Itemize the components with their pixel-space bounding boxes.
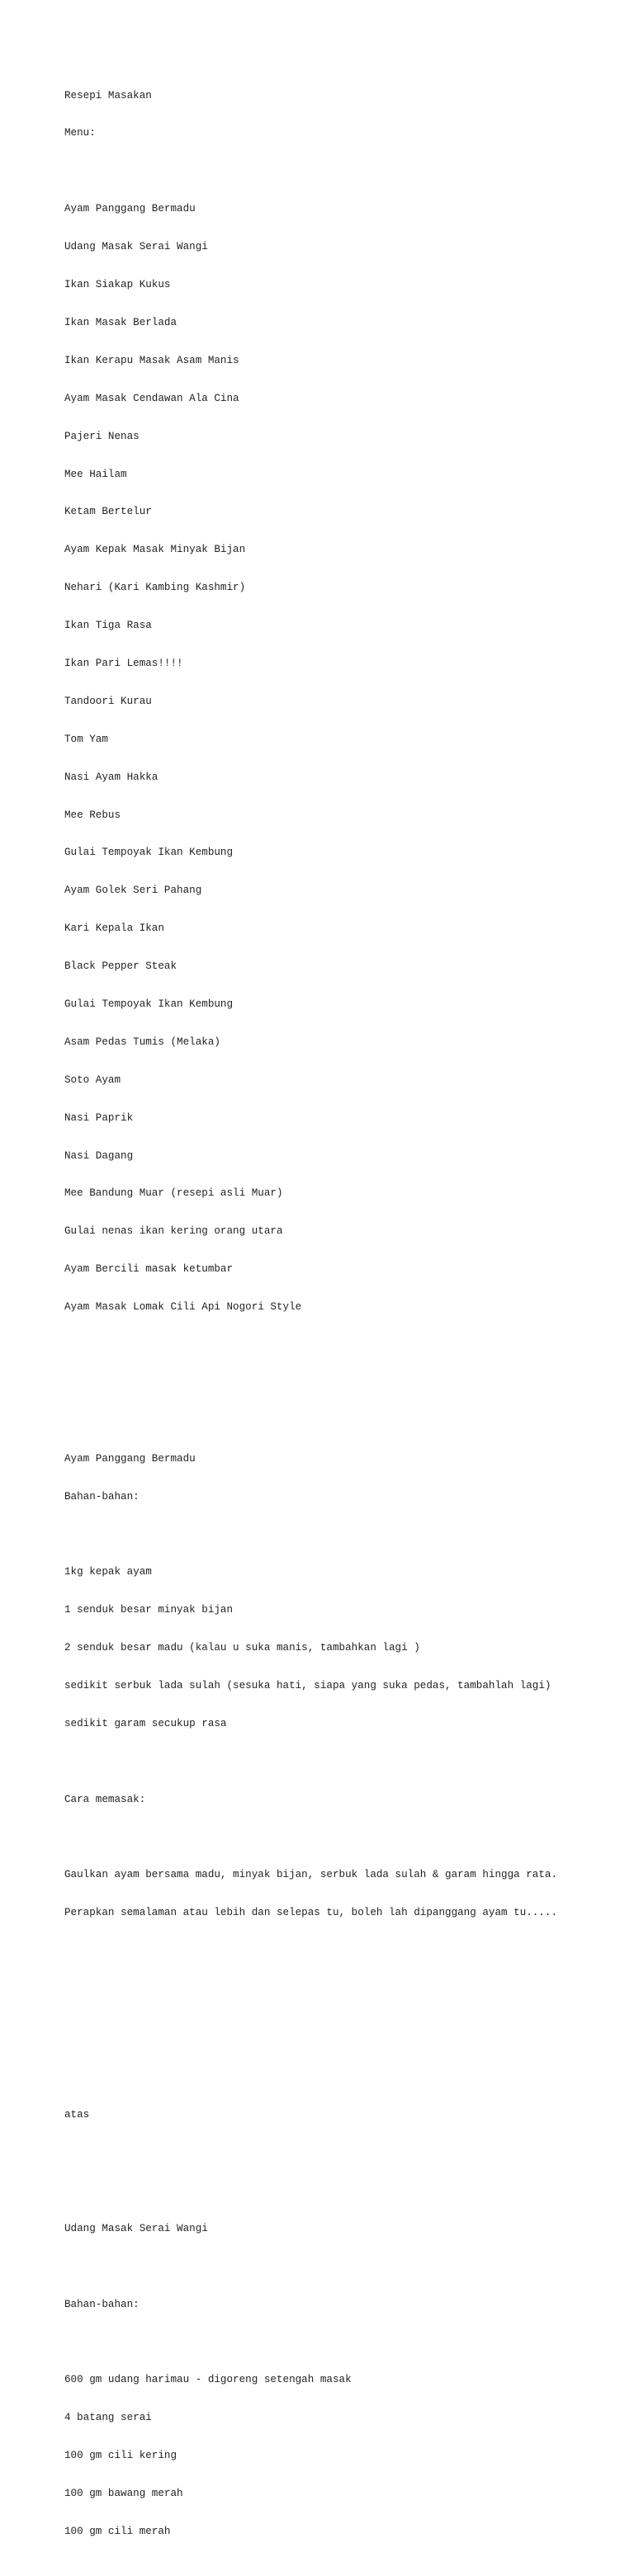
method-line: Perapkan semalaman atau lebih dan selepas tu, boleh lah dipanggang ayam tu.....	[64, 1907, 558, 1919]
ingredient-line: 1kg kepak ayam	[64, 1566, 152, 1578]
ingredient-line: 100 gm bawang merah	[64, 2488, 183, 2499]
method-line: Gaulkan ayam bersama madu, minyak bijan, serbuk lada sulah & garam hingga rata.	[64, 1869, 558, 1881]
blank-line	[64, 2336, 626, 2348]
menu-heading: Menu:	[64, 127, 96, 139]
menu-item[interactable]: Ayam Kepak Masak Minyak Bijan	[64, 544, 246, 556]
document-title: Resepi Masakan	[64, 89, 152, 101]
method-heading: Cara memasak:	[64, 1793, 146, 1805]
menu-item[interactable]: Tandoori Kurau	[64, 695, 152, 707]
menu-item[interactable]: Asam Pedas Tumis (Melaka)	[64, 1036, 220, 1048]
ingredient-line: sedikit serbuk lada sulah (sesuka hati, siapa yang suka pedas, tambahlah lagi)	[64, 1680, 551, 1691]
recipe-title: Udang Masak Serai Wangi	[64, 2222, 208, 2234]
ingredient-line: 100 gm cili merah	[64, 2525, 171, 2537]
blank-line	[64, 1528, 626, 1540]
menu-item[interactable]: Black Pepper Steak	[64, 960, 177, 973]
menu-item[interactable]: Pajeri Nenas	[64, 430, 140, 442]
menu-item[interactable]: Ayam Panggang Bermadu	[64, 203, 196, 215]
menu-item[interactable]: Udang Masak Serai Wangi	[64, 241, 208, 253]
menu-item[interactable]: Tom Yam	[64, 733, 108, 745]
menu-item[interactable]: Nasi Ayam Hakka	[64, 771, 158, 783]
ingredient-line: 2 senduk besar madu (kalau u suka manis, tambahkan lagi )	[64, 1642, 420, 1654]
recipe-section	[64, 1427, 626, 1945]
blank-line	[64, 2261, 626, 2273]
blank-line	[64, 2059, 626, 2071]
ingredient-line: 1 senduk besar minyak bijan	[64, 1604, 234, 1616]
blank-line	[64, 2021, 626, 2033]
ingredient-line: 4 batang serai	[64, 2412, 152, 2424]
menu-item[interactable]: Mee Hailam	[64, 468, 127, 480]
menu-item[interactable]: Ikan Pari Lemas!!!!	[64, 657, 183, 669]
menu-item[interactable]: Gulai Tempoyak Ikan Kembung	[64, 998, 234, 1010]
menu-item[interactable]: Ayam Masak Cendawan Ala Cina	[64, 392, 239, 404]
ingredient-line: 100 gm cili kering	[64, 2450, 177, 2462]
blank-line	[64, 1756, 626, 1768]
menu-item[interactable]: Soto Ayam	[64, 1073, 121, 1086]
menu-item[interactable]: Ayam Bercili masak ketumbar	[64, 1263, 234, 1276]
menu-item[interactable]: Mee Bandung Muar (resepi asli Muar)	[64, 1187, 283, 1200]
ingredients-heading: Bahan-bahan:	[64, 1490, 140, 1503]
blank-line	[64, 1832, 626, 1844]
document-body	[64, 64, 626, 2576]
menu-item[interactable]: Kari Kepala Ikan	[64, 922, 164, 935]
ingredients-heading: Bahan-bahan:	[64, 2298, 140, 2310]
blank-line	[64, 1983, 626, 1995]
menu-item[interactable]: Nasi Dagang	[64, 1149, 134, 1162]
menu-item[interactable]: Mee Rebus	[64, 809, 121, 821]
menu-item[interactable]: Ketam Bertelur	[64, 506, 152, 518]
menu-item[interactable]: Nehari (Kari Kambing Kashmir)	[64, 582, 246, 594]
ingredient-line: 600 gm udang harimau - digoreng setengah masak	[64, 2374, 352, 2386]
menu-item[interactable]: Ikan Tiga Rasa	[64, 620, 152, 632]
menu-item[interactable]: Gulai nenas ikan kering orang utara	[64, 1225, 283, 1238]
menu-item[interactable]: Ikan Masak Berlada	[64, 316, 177, 328]
menu-item[interactable]: Nasi Paprik	[64, 1111, 134, 1124]
back-to-top-link[interactable]: atas	[64, 2109, 90, 2121]
menu-list	[64, 178, 626, 1339]
recipe-title: Ayam Panggang Bermadu	[64, 1452, 196, 1465]
menu-item[interactable]: Ikan Kerapu Masak Asam Manis	[64, 354, 239, 366]
recipe-section	[64, 2197, 626, 2564]
menu-item[interactable]: Ikan Siakap Kukus	[64, 279, 171, 291]
blank-line	[64, 1377, 626, 1389]
menu-item[interactable]: Ayam Golek Seri Pahang	[64, 885, 202, 897]
blank-line	[64, 2147, 626, 2159]
ingredient-line: sedikit garam secukup rasa	[64, 1717, 227, 1729]
menu-item[interactable]: Gulai Tempoyak Ikan Kembung	[64, 847, 234, 859]
menu-item[interactable]: Ayam Masak Lomak Cili Api Nogori Style	[64, 1301, 302, 1314]
